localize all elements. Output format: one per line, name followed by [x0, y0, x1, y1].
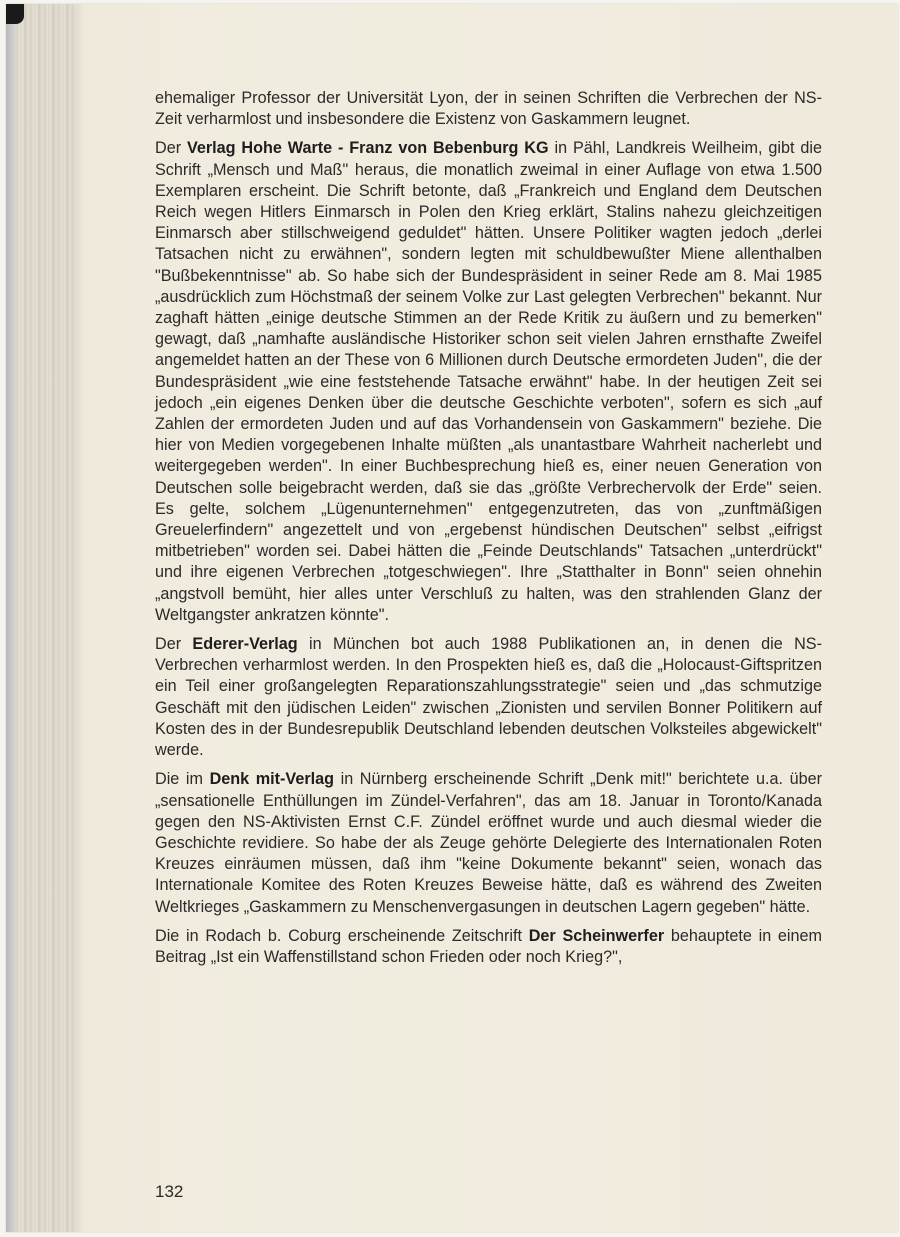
page-fold-shadow [76, 4, 84, 1232]
publisher-name: Denk mit-Verlag [209, 770, 335, 789]
text-segment: Der [155, 139, 187, 158]
publisher-name: Ederer-Verlag [192, 635, 298, 654]
paragraph-professor-lyon [155, 88, 822, 130]
text-segment: in Pähl, Landkreis Weilheim, gibt die Schrift „Mensch und Maß" heraus, die monatlich zweimal in einer Auflage von etwa 1.500 Exemplaren erscheint. Die Schrift betonte, daß „Frankreich und England dem Deutschen Reich wegen Hitlers Einmarsch in Polen den Krieg erklärt, Stalins nahezu gleichzeitigen Einmarsch aber stillschweigend geduldet" hätten. Unsere Politiker wagten jedoch „derlei Tatsachen nicht zu erwähnen", sondern legten mit schuldbewußter Miene allenthalben "Bußbekenntnisse" ab. So habe sich der Bundespräsident in seiner Rede am 8. Mai 1985 „ausdrücklich zum Höchstmaß der seinem Volke zur Last gelegten Verbrechen" bekannt. Nur zaghaft hätten „einige deutsche Stimmen an der Rede Kritik zu äußern und zu bemerken" gewagt, daß „namhafte ausländische Historiker schon seit vielen Jahren ernsthafte Zweifel angemeldet hatten an der These von 6 Millionen durch Deutsche ermordeten Juden", die der Bundespräsident „wie eine feststehende Tatsache erwähnt" habe. In der heutigen Zeit sei jedoch „ein eigenes Denken über die deutsche Geschichte verboten", sofern es sich „auf Zahlen der ermordeten Juden und auf das Vorhandensein von Gaskammern" beziehe. Die hier von Medien vorgegebenen Inhalte müßten „als unantastbare Wahrheit nacherlebt und weitergegeben werden". In einer Buchbesprechung hieß es, einer neuen Generation von Deutschen solle beigebracht werden, daß sie das „größte Verbrechervolk der Erde" seien. Es gelte, solchem „Lügenunternehmen" entgegenzutreten, das von „zunftmäßigen Greuelerfindern" angezettelt und von „ergebenst hündischen Deutschen" selbst „eifrigst mitbetrieben" worden sei. Dabei hätten die „Feinde Deutschlands" Tatsachen „unterdrückt" und ihre eigenen Verbrechen „totgeschwiegen". Ihre „Statthalter in Bonn" seien ohnehin „angstvoll bemüht, hier alles unter Verschluß zu halten, was den strahlenden Glanz der Weltgangster ankratzen könnte". [155, 139, 822, 624]
binding-shadow [6, 4, 16, 1232]
text-segment: Die in Rodach b. Coburg erscheinende Zeitschrift [155, 926, 529, 945]
body-text [155, 88, 822, 976]
text-segment: behauptete in einem Beitrag „Ist ein Waffenstillstand schon Frieden oder noch Krieg?", [155, 926, 823, 966]
publisher-name: Verlag Hohe Warte - Franz von Bebenburg KG [186, 139, 549, 158]
paragraph-der-scheinwerfer [155, 926, 822, 968]
page-number: 132 [155, 1182, 184, 1201]
paragraph-verlag-hohe-warte [155, 138, 822, 626]
paragraph-denk-mit-verlag [155, 769, 822, 917]
text-segment: Der [155, 635, 193, 654]
text-segment: in Nürnberg erscheinende Schrift „Denk mit!" berichtete u.a. über „sensationelle Enthüllungen im Zündel-Verfahren", das am 18. Januar in Toronto/Kanada gegen den NS-Aktivisten Ernst C.F. Zündel eröffnet wurde und auch diesmal wieder die Geschichte revidiere. So habe der als Zeuge gehörte Delegierte des Internationalen Roten Kreuzes einräumen müssen, daß ihm "keine Dokumente bekannt" seien, wonach das Internationale Komitee des Roten Kreuzes Beweise hätte, daß es während des Zweiten Weltkrieges „Gaskammern zu Menschenvergasungen in deutschen Lagern gegeben" hätte. [155, 770, 822, 916]
scan-corner-shadow [6, 4, 24, 24]
text-segment: Die im [155, 770, 210, 789]
text-segment: ehemaliger Professor der Universität Lyon, der in seinen Schriften die Verbrechen der NS-Zeit verharmlost und insbesondere die Existenz von Gaskammern leugnet. [155, 89, 822, 129]
publication-name: Der Scheinwerfer [528, 926, 665, 945]
page-sheet [6, 4, 898, 1232]
paragraph-ederer-verlag [155, 634, 822, 761]
text-segment: in München bot auch 1988 Publikationen an, in denen die NS-Verbrechen verharmlost werden. In den Prospekten hieß es, daß die „Holocaust-Giftspritzen ein Teil einer großangelegten Reparationszahlungsstrategie" seien und „das schmutzige Geschäft mit den jüdischen Leiden" zwischen „Zionisten und servilen Bonner Politikern auf Kosten des in der Bundesrepublik Deutschland lebenden deutschen Volksteiles abgewickelt" werde. [155, 635, 822, 760]
book-binding-edge [6, 4, 76, 1232]
